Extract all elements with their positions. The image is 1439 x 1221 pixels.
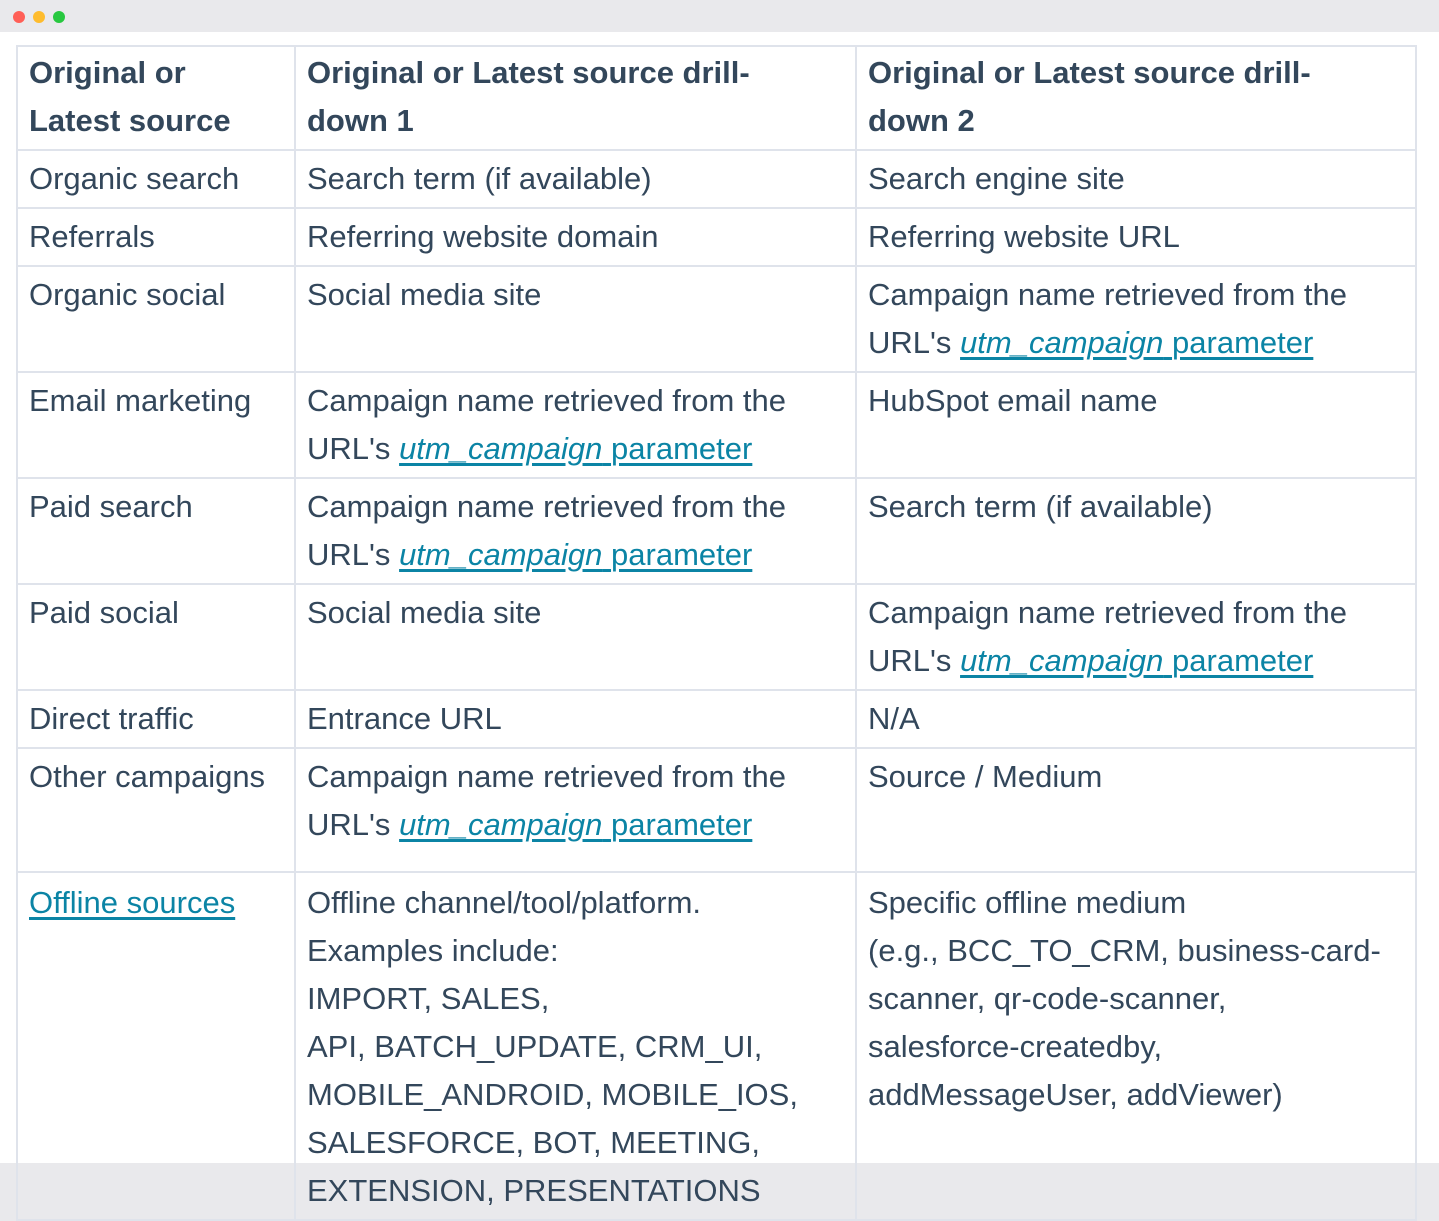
url-prefix: URL's <box>307 431 391 466</box>
utm-campaign-parameter-link[interactable] <box>960 325 1313 360</box>
cell-text-line: Offline channel/tool/platform. <box>307 885 702 920</box>
header-source-line-2: Latest source <box>29 103 231 138</box>
drilldown-2-cell: Search engine site <box>856 150 1416 208</box>
table-row <box>17 266 1416 372</box>
minimize-window-button[interactable] <box>33 11 45 23</box>
header-drilldown-1 <box>295 46 856 150</box>
drilldown-1-cell: Search term (if available) <box>295 150 856 208</box>
source-cell: Email marketing <box>17 372 295 478</box>
header-drilldown-1-line-2: down 1 <box>307 103 414 138</box>
cell-text-line <box>307 531 845 579</box>
drilldown-2-cell: Search term (if available) <box>856 478 1416 584</box>
header-source <box>17 46 295 150</box>
cell-text-line <box>307 801 845 849</box>
cell-text-line: Specific offline medium <box>868 885 1187 920</box>
header-source-line-1: Original or <box>29 55 186 90</box>
table-row <box>17 584 1416 690</box>
source-cell: Organic search <box>17 150 295 208</box>
utm-campaign-code: utm_campaign <box>399 537 603 572</box>
parameter-text: parameter <box>1172 325 1314 360</box>
drilldown-1-cell <box>295 372 856 478</box>
cell-text-line <box>868 637 1405 685</box>
utm-campaign-parameter-link[interactable] <box>399 807 752 842</box>
cell-text-line: Campaign name retrieved from the <box>307 489 787 524</box>
table-row <box>17 208 1416 266</box>
cell-text-line: (e.g., BCC_TO_CRM, business-card- <box>868 933 1381 968</box>
table-row <box>17 150 1416 208</box>
utm-campaign-parameter-link[interactable] <box>960 643 1313 678</box>
utm-campaign-parameter-link[interactable] <box>399 537 752 572</box>
window-titlebar <box>0 0 1439 32</box>
source-cell: Direct traffic <box>17 690 295 748</box>
source-cell <box>17 872 295 1220</box>
drilldown-1-cell <box>295 872 856 1220</box>
drilldown-1-cell <box>295 748 856 872</box>
cell-text-line <box>307 425 845 473</box>
table-header-row <box>17 46 1416 150</box>
url-prefix: URL's <box>868 643 952 678</box>
cell-text-line <box>868 319 1405 367</box>
drilldown-1-cell: Entrance URL <box>295 690 856 748</box>
drilldown-2-cell: Referring website URL <box>856 208 1416 266</box>
source-drilldown-table <box>16 45 1417 1221</box>
table-row <box>17 372 1416 478</box>
drilldown-1-cell: Referring website domain <box>295 208 856 266</box>
table-row <box>17 690 1416 748</box>
header-drilldown-2 <box>856 46 1416 150</box>
cell-text-line: EXTENSION, PRESENTATIONS <box>307 1173 761 1208</box>
drilldown-2-cell: Source / Medium <box>856 748 1416 872</box>
cell-text-line: Campaign name retrieved from the <box>307 759 787 794</box>
drilldown-1-cell <box>295 478 856 584</box>
cell-text-line: API, BATCH_UPDATE, CRM_UI, <box>307 1029 763 1064</box>
source-cell: Referrals <box>17 208 295 266</box>
maximize-window-button[interactable] <box>53 11 65 23</box>
cell-text-line: addMessageUser, addViewer) <box>868 1077 1283 1112</box>
table-row <box>17 478 1416 584</box>
content-panel <box>0 32 1439 1208</box>
utm-campaign-code: utm_campaign <box>399 431 603 466</box>
url-prefix: URL's <box>307 807 391 842</box>
source-cell: Organic social <box>17 266 295 372</box>
source-cell: Paid social <box>17 584 295 690</box>
cell-text-line: IMPORT, SALES, <box>307 981 550 1016</box>
cell-text-line: scanner, qr-code-scanner, <box>868 981 1227 1016</box>
cell-text-line: SALESFORCE, BOT, MEETING, <box>307 1125 761 1160</box>
source-cell: Other campaigns <box>17 748 295 872</box>
parameter-text: parameter <box>611 431 753 466</box>
drilldown-1-cell: Social media site <box>295 266 856 372</box>
utm-campaign-code: utm_campaign <box>960 325 1164 360</box>
cell-text-line: MOBILE_ANDROID, MOBILE_IOS, <box>307 1077 798 1112</box>
drilldown-2-cell <box>856 266 1416 372</box>
parameter-text: parameter <box>611 537 753 572</box>
drilldown-2-cell <box>856 584 1416 690</box>
drilldown-2-cell: N/A <box>856 690 1416 748</box>
offline-sources-link[interactable]: Offline sources <box>29 885 236 920</box>
utm-campaign-code: utm_campaign <box>399 807 603 842</box>
close-window-button[interactable] <box>13 11 25 23</box>
cell-text-line: Campaign name retrieved from the <box>307 383 787 418</box>
table-row <box>17 748 1416 872</box>
header-drilldown-2-line-1: Original or Latest source drill- <box>868 55 1311 90</box>
parameter-text: parameter <box>611 807 753 842</box>
header-drilldown-1-line-1: Original or Latest source drill- <box>307 55 750 90</box>
cell-text-line: Examples include: <box>307 933 559 968</box>
utm-campaign-code: utm_campaign <box>960 643 1164 678</box>
header-drilldown-2-line-2: down 2 <box>868 103 975 138</box>
url-prefix: URL's <box>307 537 391 572</box>
cell-text-line: Campaign name retrieved from the <box>868 277 1348 312</box>
table-row <box>17 872 1416 1220</box>
drilldown-2-cell <box>856 872 1416 1220</box>
source-cell: Paid search <box>17 478 295 584</box>
utm-campaign-parameter-link[interactable] <box>399 431 752 466</box>
cell-text-line: Campaign name retrieved from the <box>868 595 1348 630</box>
url-prefix: URL's <box>868 325 952 360</box>
drilldown-2-cell: HubSpot email name <box>856 372 1416 478</box>
cell-text-line: salesforce-createdby, <box>868 1029 1163 1064</box>
drilldown-1-cell: Social media site <box>295 584 856 690</box>
parameter-text: parameter <box>1172 643 1314 678</box>
